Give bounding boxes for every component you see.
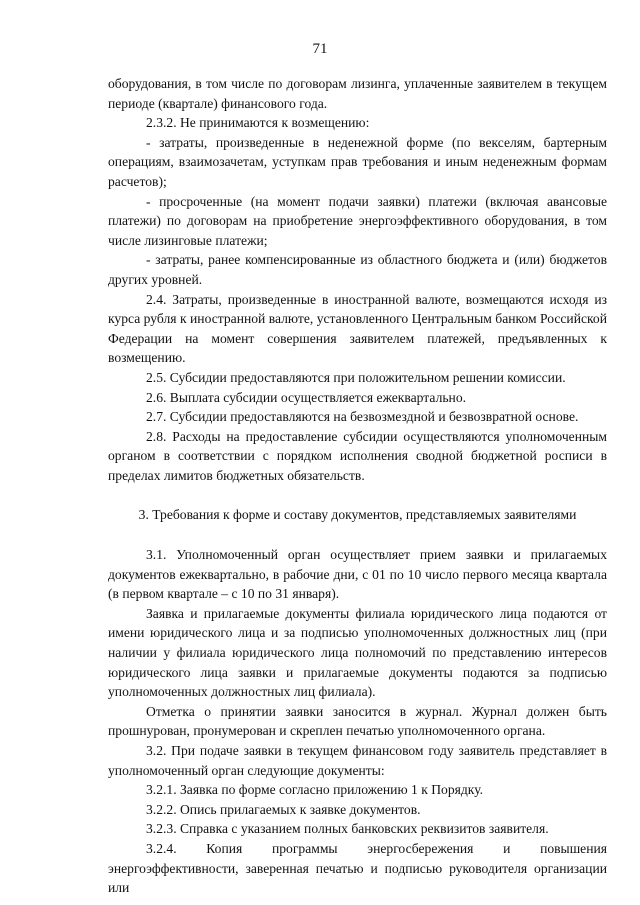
paragraph: 2.6. Выплата субсидии осуществляется ежеквартально.: [146, 389, 467, 405]
section-heading: 3. Требования к форме и составу документов, представляемых заявителями: [138, 507, 577, 523]
document-body: [108, 74, 607, 898]
paragraph: 3.2.1. Заявка по форме согласно приложению 1 к Порядку.: [146, 782, 484, 798]
paragraph: 3.2.4. Копия программы энергосбережения и повышения энергоэффективности, заверенная печатью и подписью руководителя организации или: [108, 840, 607, 896]
paragraph: 2.8. Расходы на предоставление субсидии осуществляются уполномоченным органом в соответствии с порядком исполнения сводной бюджетной росписи в пределах лимитов бюджетных обязательств.: [108, 428, 607, 483]
paragraph: оборудования, в том числе по договорам лизинга, уплаченные заявителем в текущем периоде (квартале) финансового года.: [108, 76, 607, 111]
paragraph: 3.1. Уполномоченный орган осуществляет прием заявки и прилагаемых документов ежеквартально, в рабочие дни, с 01 по 10 число первого месяца квартала (в первом квартале – с 10 по 31 января).: [108, 547, 607, 602]
paragraph: 2.5. Субсидии предоставляются при положительном решении комиссии.: [146, 369, 566, 385]
paragraph: 2.4. Затраты, произведенные в иностранной валюте, возмещаются исходя из курса рубля к иностранной валюте, установленного Центральным банком Российской Федерации на момент совершения заявителем платежей, предъявленных к возмещению.: [108, 291, 607, 366]
paragraph: Заявка и прилагаемые документы филиала юридического лица подаются от имени юридического лица и за подписью уполномоченных должностных лиц (при наличии у филиала юридического лица полномочий по представлению интересов юридического лица заявки и прилагаемые документы подаются за подписью уполномоченных должностных лиц филиала).: [108, 605, 607, 700]
page-number: 71: [312, 41, 328, 57]
paragraph: - затраты, произведенные в неденежной форме (по векселям, бартерным операциям, взаимозачетам, уступкам прав требования и иным неденежным формам расчетов);: [108, 134, 607, 189]
paragraphs-after: [108, 545, 607, 898]
paragraphs-before: [108, 74, 607, 485]
paragraph: - затраты, ранее компенсированные из областного бюджета и (или) бюджетов других уровней.: [108, 252, 607, 287]
paragraph: 2.3.2. Не принимаются к возмещению:: [146, 115, 370, 131]
paragraph: 2.7. Субсидии предоставляются на безвозмездной и безвозвратной основе.: [146, 409, 579, 425]
paragraph: 3.2.3. Справка с указанием полных банковских реквизитов заявителя.: [146, 821, 549, 837]
paragraph: - просроченные (на момент подачи заявки) платежи (включая авансовые платежи) по договорам на приобретение энергоэффективного оборудования, в том числе лизинговые платежи;: [108, 193, 607, 248]
paragraph: Отметка о принятии заявки заносится в журнал. Журнал должен быть прошнурован, пронумерован и скреплен печатью уполномоченного органа.: [108, 703, 607, 739]
paragraph: 3.2.2. Опись прилагаемых к заявке документов.: [146, 801, 421, 817]
paragraph: 3.2. При подаче заявки в текущем финансовом году заявитель представляет в уполномоченный орган следующие документы:: [108, 743, 607, 778]
